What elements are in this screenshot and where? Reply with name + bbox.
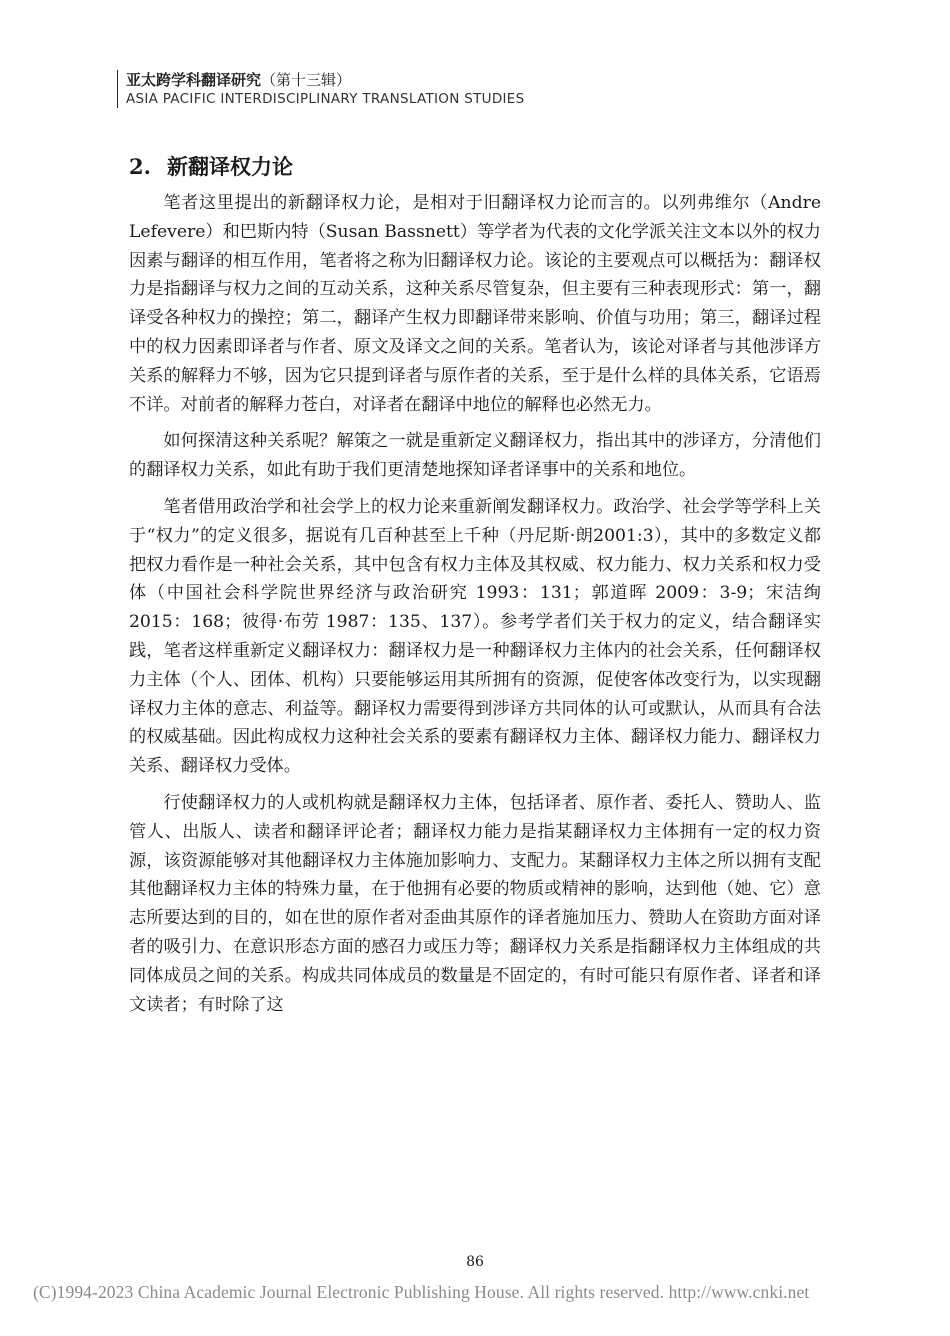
paragraph: 行使翻译权力的人或机构就是翻译权力主体，包括译者、原作者、委托人、赞助人、监管人、出版人、读者和翻译评论者；翻译权力能力是指某翻译权力主体拥有一定的权力资源，该资源能够对其他翻译权力主体施加影响力、支配力。某翻译权力主体之所以拥有支配其他翻译权力主体的特殊力量，在于他拥有必要的物质或精神的影响，达到他（她、它）意志所要达到的目的，如在世的原作者对歪曲其原作的译者施加压力、赞助人在资助方面对译者的吸引力、在意识形态方面的感召力或压力等；翻译权力关系是指翻译权力主体组成的共同体成员之间的关系。构成共同体成员的数量是不固定的，有时可能只有原作者、译者和译文读者；有时除了这 xyxy=(129,792,821,1015)
paragraph: 笔者这里提出的新翻译权力论，是相对于旧翻译权力论而言的。以列弗维尔（Andre Lefevere）和巴斯内特（Susan Bassnett）等学者为代表的文化学派关注文本以外的权力因素与翻译的相互作用，笔者将之称为旧翻译权力论。该论的主要观点可以概括为：翻译权力是指翻译与权力之间的互动关系，这种关系尽管复杂，但主要有三种表现形式：第一，翻译受各种权力的操控；第二，翻译产生权力即翻译带来影响、价值与功用；第三，翻译过程中的权力因素即译者与作者、原文及译文之间的关系。笔者认为，该论对译者与其他涉译方关系的解释力不够，因为它只提到译者与原作者的关系，至于是什么样的具体关系，它语焉不详。对前者的解释力苍白，对译者在翻译中地位的解释也必然无力。 xyxy=(129,193,821,415)
section-title xyxy=(129,152,293,182)
section-number: 2. xyxy=(129,154,151,179)
journal-volume: （第十三辑） xyxy=(261,71,352,89)
journal-title-zh xyxy=(126,70,525,90)
page-number: 86 xyxy=(466,1254,484,1270)
paragraph: 笔者借用政治学和社会学上的权力论来重新阐发翻译权力。政治学、社会学等学科上关于“权力”的定义很多，据说有几百种甚至上千种（丹尼斯·朗2001:3），其中的多数定义都把权力看作是一种社会关系，其中包含有权力主体及其权威、权力能力、权力关系和权力受体（中国社会科学院世界经济与政治研究 1993：131；郭道晖 2009：3-9；宋洁绚 2015：168；彼得·布劳 1987：135、137）。参考学者们关于权力的定义，结合翻译实践，笔者这样重新定义翻译权力：翻译权力是一种翻译权力主体内的社会关系，任何翻译权力主体（个人、团体、机构）只要能够运用其所拥有的资源，促使客体改变行为，以实现翻译权力主体的意志、利益等。翻译权力需要得到涉译方共同体的认可或默认，从而具有合法的权威基础。因此构成权力这种社会关系的要素有翻译权力主体、翻译权力能力、翻译权力关系、翻译权力受体。 xyxy=(129,496,821,777)
journal-title: 亚太跨学科翻译研究 xyxy=(126,71,262,89)
body-text xyxy=(129,189,821,1027)
section-heading: 新翻译权力论 xyxy=(167,154,293,179)
paragraph: 如何探清这种关系呢？解策之一就是重新定义翻译权力，指出其中的涉译方，分清他们的翻译权力关系，如此有助于我们更清楚地探知译者译事中的关系和地位。 xyxy=(129,431,821,481)
running-header xyxy=(117,70,525,108)
journal-title-en: ASIA PACIFIC INTERDISCIPLINARY TRANSLATION STUDIES xyxy=(126,91,525,107)
copyright-footer: (C)1994-2023 China Academic Journal Electronic Publishing House. All rights reserved. http://www.cnki.net xyxy=(33,1282,810,1302)
